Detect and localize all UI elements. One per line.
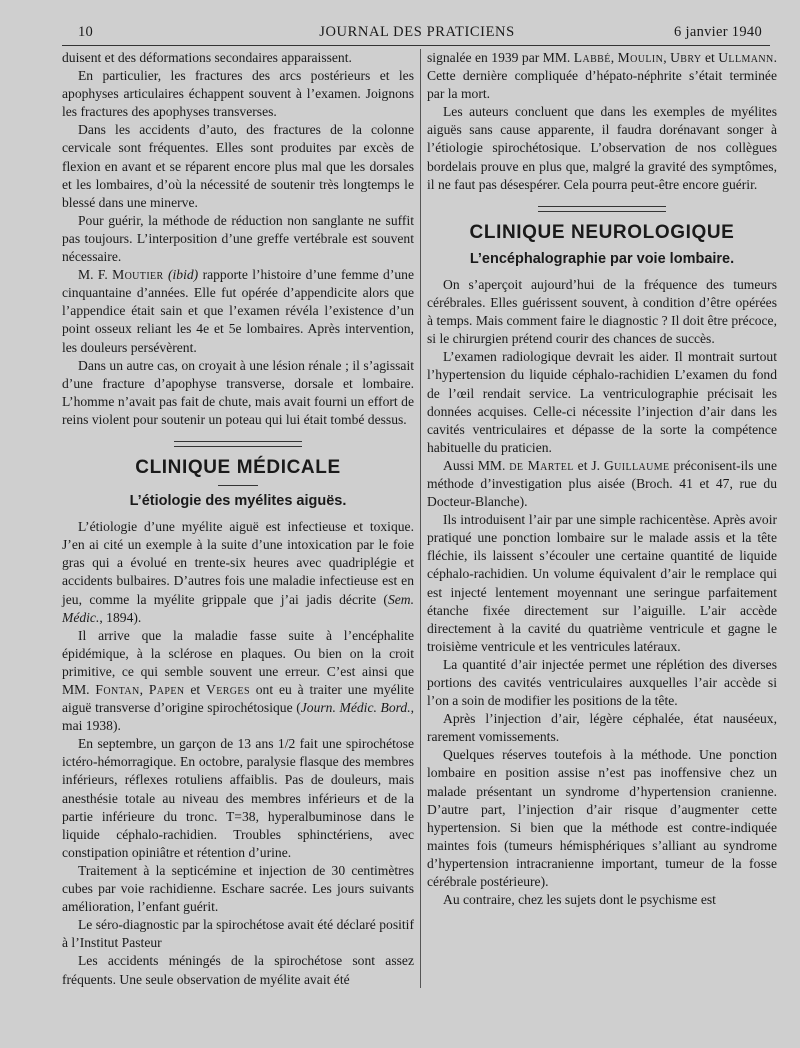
text-run: et xyxy=(701,50,719,65)
paragraph xyxy=(62,518,414,627)
paragraph: Dans les accidents d’auto, des fractures de la colonne cervicale sont fréquentes. Elles sont produites par excès de flexion en avant et se réparent encore plus mal que les dorsales et les lombaires, d’où la nécessité de soutenir très longtemps le blessé dans une minerve. xyxy=(62,122,414,210)
paragraph: On s’aperçoit aujourd’hui de la fréquence des tumeurs cérébrales. Elles guérissent souvent, à condition d’être opérées à temps. Mais comment faire le diagnostic ? Il doit être précoce, si le chirurgien prétend courir des chances de succès. xyxy=(427,276,777,347)
title-rule xyxy=(218,485,258,486)
page-header xyxy=(62,22,772,44)
issue-date: 6 janvier 1940 xyxy=(674,24,762,40)
text-run: Il arrive que la maladie fasse suite à l’encéphalite épidémique, à la sclérose en plaques. Ou bien on la croit primitive, ce qui semble souvent une erreur. C’est ainsi que MM. xyxy=(62,627,414,697)
text-run: et J. xyxy=(573,457,604,473)
article-title: L’étiologie des myélites aiguës. xyxy=(129,493,347,510)
text-run: , xyxy=(139,682,149,697)
text-run: et xyxy=(184,682,207,697)
text-run: M. F. xyxy=(78,267,113,283)
page-number: 10 xyxy=(78,24,94,40)
paragraph: Au contraire, chez les sujets dont le psychisme est xyxy=(443,892,716,908)
text-run: préconisent-ils une méthode d’investigation plus aisée (Broch. 41 et 47, rue du Docteur-Blanche). xyxy=(427,457,777,510)
column-divider xyxy=(420,49,421,988)
text-run: signalée en 1939 par MM. xyxy=(427,50,574,65)
paragraph: duisent et des déformations secondaires apparaissent. xyxy=(62,50,352,65)
section-title: CLINIQUE NEUROLOGIQUE xyxy=(469,221,735,243)
citation: Journ. Médic. Bord. xyxy=(300,700,411,716)
paragraph: Ils introduisent l’air par une simple rachicentèse. Après avoir pratiqué une ponction lombaire sur le malade assis et la tête fléchie, ils laissent s’écouler une certaine quantité de liquide céphalo-rachidien. Un volume équivalent d’air le remplace qui est injecté lentement moyennant une seringue parfaitement étanche fixée directement sur l’aiguille. L’air accède directement à la cavité du quatrième ventricule et gagne le troisième ventricule et les ventricules latéraux. xyxy=(427,512,777,654)
header-rule xyxy=(62,45,770,46)
paragraph xyxy=(62,627,414,736)
right-column xyxy=(427,49,777,909)
text-run: , xyxy=(610,50,618,65)
text-run: . Cette dernière compliquée d’hépato-néphrite s’était terminée par la mort. xyxy=(427,50,778,102)
paragraph: Les accidents méningés de la spirochétose sont assez fréquents. Une seule observation de myélite avait été xyxy=(62,953,414,987)
text-run: ont eu à traiter une myélite aiguë transverse d’origine spirochétosique ( xyxy=(62,682,415,716)
paragraph xyxy=(427,49,777,103)
paragraph xyxy=(427,457,777,511)
paragraph: Dans un autre cas, on croyait à une lésion rénale ; il s’agissait d’une fracture d’apophyse transverse, dorsale et lombaire. L’homme n’avait pas fait de chute, mais avait fourni un effort de reins violent pour soutenir un poteau qui lui était tombé dessus. xyxy=(62,357,414,427)
paragraph: Le séro-diagnostic par la spirochétose avait été déclaré positif à l’Institut Pasteur xyxy=(62,917,414,951)
paragraph: Les auteurs concluent que dans les exemples de myélites aiguës sans cause apparente, il faudra dorénavant songer à l’étiologie spirochétosique. L’observation de nos collègues bordelais prouve en plus que, malgré la gravité des symptômes, il ne faut pas désespérer. Cela pourra peut-être encore guérir. xyxy=(427,104,777,192)
paragraph: En particulier, les fractures des arcs postérieurs et les apophyses articulaires échappent souvent à l’examen. Joignons les fractures des apophyses transverses. xyxy=(62,68,414,120)
author-name: Papen xyxy=(148,682,185,697)
citation: Sem. Médic. xyxy=(62,591,414,625)
text-run: , 1894). xyxy=(99,609,142,625)
paragraph: L’examen radiologique devrait les aider. Il montrait surtout l’hypertension du liquide céphalo-rachidien L’examen du fond de l’œil rendait service. La ventriculographie précisait les données acquises. Celle-ci nécessite l’injection d’air dans les cavités ventriculaires et dépasse de la sorte la compétence habituelle du praticien. xyxy=(427,349,777,455)
author-name: Moulin xyxy=(617,50,664,65)
text-run: rapporte l’histoire d’une femme d’une cinquantaine d’années. Elle fut opérée d’appendicite alors que l’appendice était sain et que l’examen révéla l’existence d’un point osseux reliant les 4e et 5e lombaires. Après intervention, les douleurs persévèrent. xyxy=(62,267,415,355)
author-name: Fontan xyxy=(95,682,140,697)
author-name: Verges xyxy=(206,682,250,697)
text-run: , mai 1938). xyxy=(62,700,414,734)
journal-title: JOURNAL DES PRATICIENS xyxy=(319,24,515,40)
section-title: CLINIQUE MÉDICALE xyxy=(135,456,341,478)
paragraph xyxy=(62,266,414,356)
paragraph: Pour guérir, la méthode de réduction non sanglante ne suffit pas toujours. L’interposition d’une greffe vertébrale est souvent nécessaire. xyxy=(62,212,414,265)
text-run: Aussi MM. xyxy=(443,457,510,473)
author-name: Ubry xyxy=(670,50,702,65)
paragraph: Après l’injection d’air, légère céphalée, état nauséeux, rarement vomissements. xyxy=(427,711,777,745)
article-title: L’encéphalographie par voie lombaire. xyxy=(469,250,735,267)
paragraph: En septembre, un garçon de 13 ans 1/2 fait une spirochétose ictéro-hémorragique. En octobre, paralysie flasque des membres inférieurs, réflexes rotuliens affaiblis. Pas de douleurs, mais anesthésie totale au niveau des membres inférieurs et de la partie inférieure du tronc. T=38, hyperalbuminose dans le liquide céphalo-rachidien. Troubles sphinctériens, avec constipation opiniâtre et rétention d’urine. xyxy=(62,736,414,860)
author-name: Guillaume xyxy=(603,457,670,473)
section-divider xyxy=(538,206,666,212)
paragraph: Traitement à la septicémine et injection de 30 centimètres cubes par voie rachidienne. Eschare sacrée. Les jours suivants amélioration, l’enfant guérit. xyxy=(62,862,414,915)
left-column xyxy=(62,49,414,989)
author-name: Labbé xyxy=(573,50,611,65)
paragraph: Quelques réserves toutefois à la méthode. Une ponction lombaire en position assise n’est pas inoffensive chez un malade présentant un syndrome d’hypertension cranienne. D’autre part, l’injection d’air risque d’augmenter cette hypertension. Si bien que la méthode est contre-indiquée maintes fois (tumeurs hémisphériques s’alliant au syndrome d’hypertension intracranienne important, tumeur de la fosse cérébrale postérieure). xyxy=(427,747,777,890)
citation: (ibid) xyxy=(163,267,203,283)
paragraph: La quantité d’air injectée permet une réplétion des diverses portions des cavités ventriculaires auxquelles l’air accède si l’on a soin de modifier les positions de la tête. xyxy=(427,656,777,709)
text-run: , xyxy=(663,50,671,65)
author-name: de Martel xyxy=(509,457,574,473)
author-name: Moutier xyxy=(112,267,164,283)
author-name: Ullmann xyxy=(718,50,774,65)
section-divider xyxy=(174,441,302,447)
text-run: L’étiologie d’une myélite aiguë est infectieuse et toxique. J’en ai cité un exemple à la suite d’une intoxication par le foie gras qui a évolué en trente-six heures avec quadriplégie et accidents bulbaires. D’autres fois une maladie infectieuse est en jeu, comme la myélite grippale que j’ai jadis décrite ( xyxy=(62,519,414,607)
